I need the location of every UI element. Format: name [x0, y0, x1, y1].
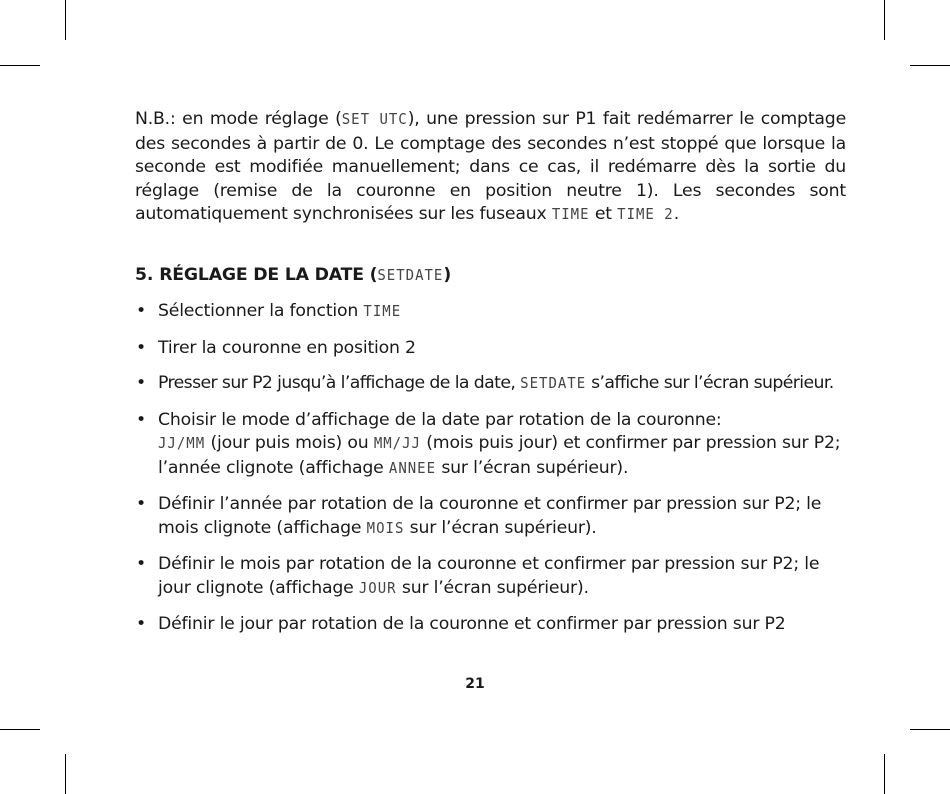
- lcd-label: ANNEE: [388, 460, 437, 477]
- item-text: Choisir le mode d’affichage de la date par rotation de la couronne:: [158, 409, 722, 430]
- lcd-label: JJ/MM: [158, 435, 206, 453]
- item-text: Sélectionner la fonction: [158, 301, 364, 321]
- crop-mark-top-left-h: [0, 65, 40, 66]
- nb-text: et: [589, 204, 618, 224]
- section-heading: [135, 264, 846, 289]
- lcd-label: JOUR: [358, 580, 397, 597]
- lcd-label: TIME: [551, 206, 590, 224]
- crop-mark-top-left: [65, 0, 66, 40]
- lcd-label: SETDATE: [377, 267, 444, 284]
- list-item: [135, 613, 846, 637]
- lcd-label: MOIS: [366, 520, 405, 537]
- item-text: s’affiche sur l’écran supérieur.: [586, 373, 834, 393]
- item-text: Tirer la couronne en position 2: [158, 337, 416, 358]
- nb-paragraph: [135, 108, 846, 228]
- item-text: Presser sur P2 jusqu’à l’affichage de la date,: [158, 373, 521, 393]
- section-title-close: ): [443, 264, 452, 285]
- lcd-label: MM/JJ: [373, 435, 421, 453]
- item-text: sur l’écran supérieur).: [396, 577, 589, 598]
- crop-mark-top-right: [884, 0, 885, 40]
- list-item: [135, 409, 846, 482]
- lcd-label: SETDATE: [520, 375, 587, 393]
- instruction-list: [135, 300, 846, 637]
- item-text: sur l’écran supérieur).: [404, 517, 597, 538]
- list-item: [135, 372, 846, 397]
- lcd-label: SET UTC: [341, 111, 408, 129]
- crop-mark-bottom-right: [884, 754, 885, 794]
- list-item: [135, 493, 846, 541]
- crop-mark-top-right-h: [910, 65, 950, 66]
- nb-text: ), une pression sur P1 fait redémarrer le comptage des secondes à partir de 0. Le comptage des secondes n’est stoppé que lorsque la seconde est modifiée manuellement; dans ce cas, il redémarre dès la sortie du réglage (remise de la couronne en position neutre 1). Les secondes sont automatiquement synchronisées sur les fuseaux: [135, 109, 846, 224]
- item-text: sur l’écran supérieur).: [436, 457, 629, 478]
- nb-text: N.B.: en mode réglage (: [135, 109, 342, 129]
- page-number: 21: [465, 676, 485, 692]
- list-item: [135, 300, 846, 325]
- crop-mark-bottom-left-h: [0, 729, 40, 730]
- list-item: [135, 553, 846, 601]
- nb-text: .: [673, 204, 680, 224]
- lcd-label: TIME: [363, 303, 402, 321]
- crop-mark-bottom-left: [65, 754, 66, 794]
- list-item: [135, 337, 846, 361]
- item-text: Définir l’année par rotation de la couronne et confirmer par pression sur P2; le mois clignote (affichage: [158, 494, 822, 538]
- item-text: (jour puis mois) ou: [205, 433, 374, 453]
- section-number: 5.: [135, 264, 154, 285]
- item-text: (mois puis jour) et confirmer par pression sur P2; l’année clignote (affichage: [158, 433, 841, 478]
- crop-mark-bottom-right-h: [910, 729, 950, 730]
- page-content: [135, 108, 846, 637]
- section-title: RÉGLAGE DE LA DATE (: [159, 264, 378, 285]
- lcd-label: TIME 2: [617, 206, 674, 224]
- item-text: Définir le jour par rotation de la couronne et confirmer par pression sur P2: [158, 614, 786, 634]
- item-text: Définir le mois par rotation de la couronne et confirmer par pression sur P2; le jour clignote (affichage: [158, 554, 820, 598]
